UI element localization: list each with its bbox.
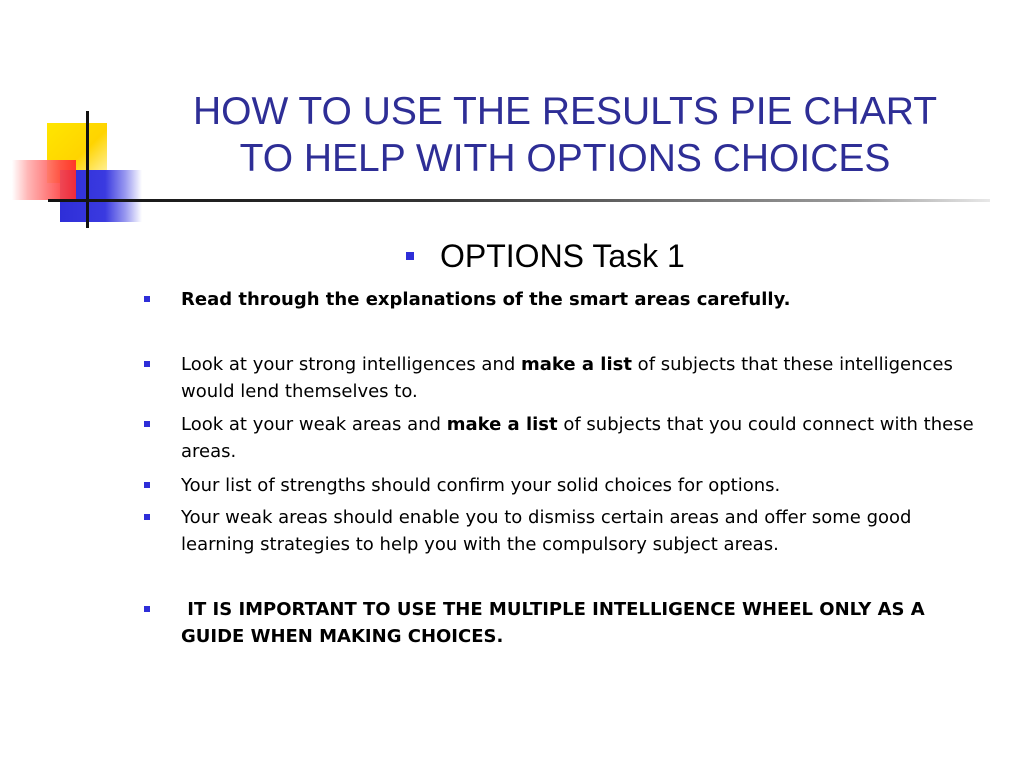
square-bullet-icon bbox=[406, 252, 414, 260]
square-bullet-icon bbox=[144, 482, 150, 488]
slide-title-line-1: HOW TO USE THE RESULTS PIE CHART bbox=[192, 90, 938, 133]
list-item-emphasis: make a list bbox=[521, 354, 632, 375]
decorative-red-square bbox=[12, 160, 76, 200]
list-item bbox=[144, 411, 974, 465]
slide-title bbox=[150, 88, 980, 182]
list-item-text-part: of subjects that you could connect with these areas. bbox=[181, 414, 974, 462]
list-item-text-part: of subjects that these intelligences would lend themselves to. bbox=[181, 354, 953, 402]
list-item bbox=[144, 286, 974, 313]
list-item-text: IT IS IMPORTANT TO USE THE MULTIPLE INTELLIGENCE WHEEL ONLY AS A GUIDE WHEN MAKING CHOICES. bbox=[181, 599, 931, 647]
square-bullet-icon bbox=[144, 606, 150, 612]
list-item-text-part: Look at your weak areas and bbox=[181, 414, 447, 435]
decorative-vertical-line bbox=[86, 111, 89, 228]
list-item-text bbox=[181, 411, 974, 465]
list-item-text-part: Look at your strong intelligences and bbox=[181, 354, 522, 375]
square-bullet-icon bbox=[144, 361, 150, 367]
list-item bbox=[144, 504, 974, 558]
list-item-emphasis: make a list bbox=[446, 414, 558, 435]
title-divider-line bbox=[48, 199, 990, 202]
subheading-text: OPTIONS Task 1 bbox=[440, 238, 685, 274]
list-item bbox=[144, 351, 974, 405]
slide-title-line-2: TO HELP WITH OPTIONS CHOICES bbox=[239, 137, 891, 180]
square-bullet-icon bbox=[144, 514, 150, 520]
list-item-text bbox=[181, 351, 974, 405]
list-item-text: Your weak areas should enable you to dismiss certain areas and offer some good learning strategies to help you with the compulsory subject areas. bbox=[181, 507, 912, 555]
list-item bbox=[144, 596, 974, 650]
list-item-text: Read through the explanations of the smart areas carefully. bbox=[181, 289, 791, 310]
subheading bbox=[406, 236, 685, 276]
square-bullet-icon bbox=[144, 421, 150, 427]
list-item-text: Your list of strengths should confirm your solid choices for options. bbox=[181, 475, 781, 496]
list-item bbox=[144, 472, 974, 499]
square-bullet-icon bbox=[144, 296, 150, 302]
